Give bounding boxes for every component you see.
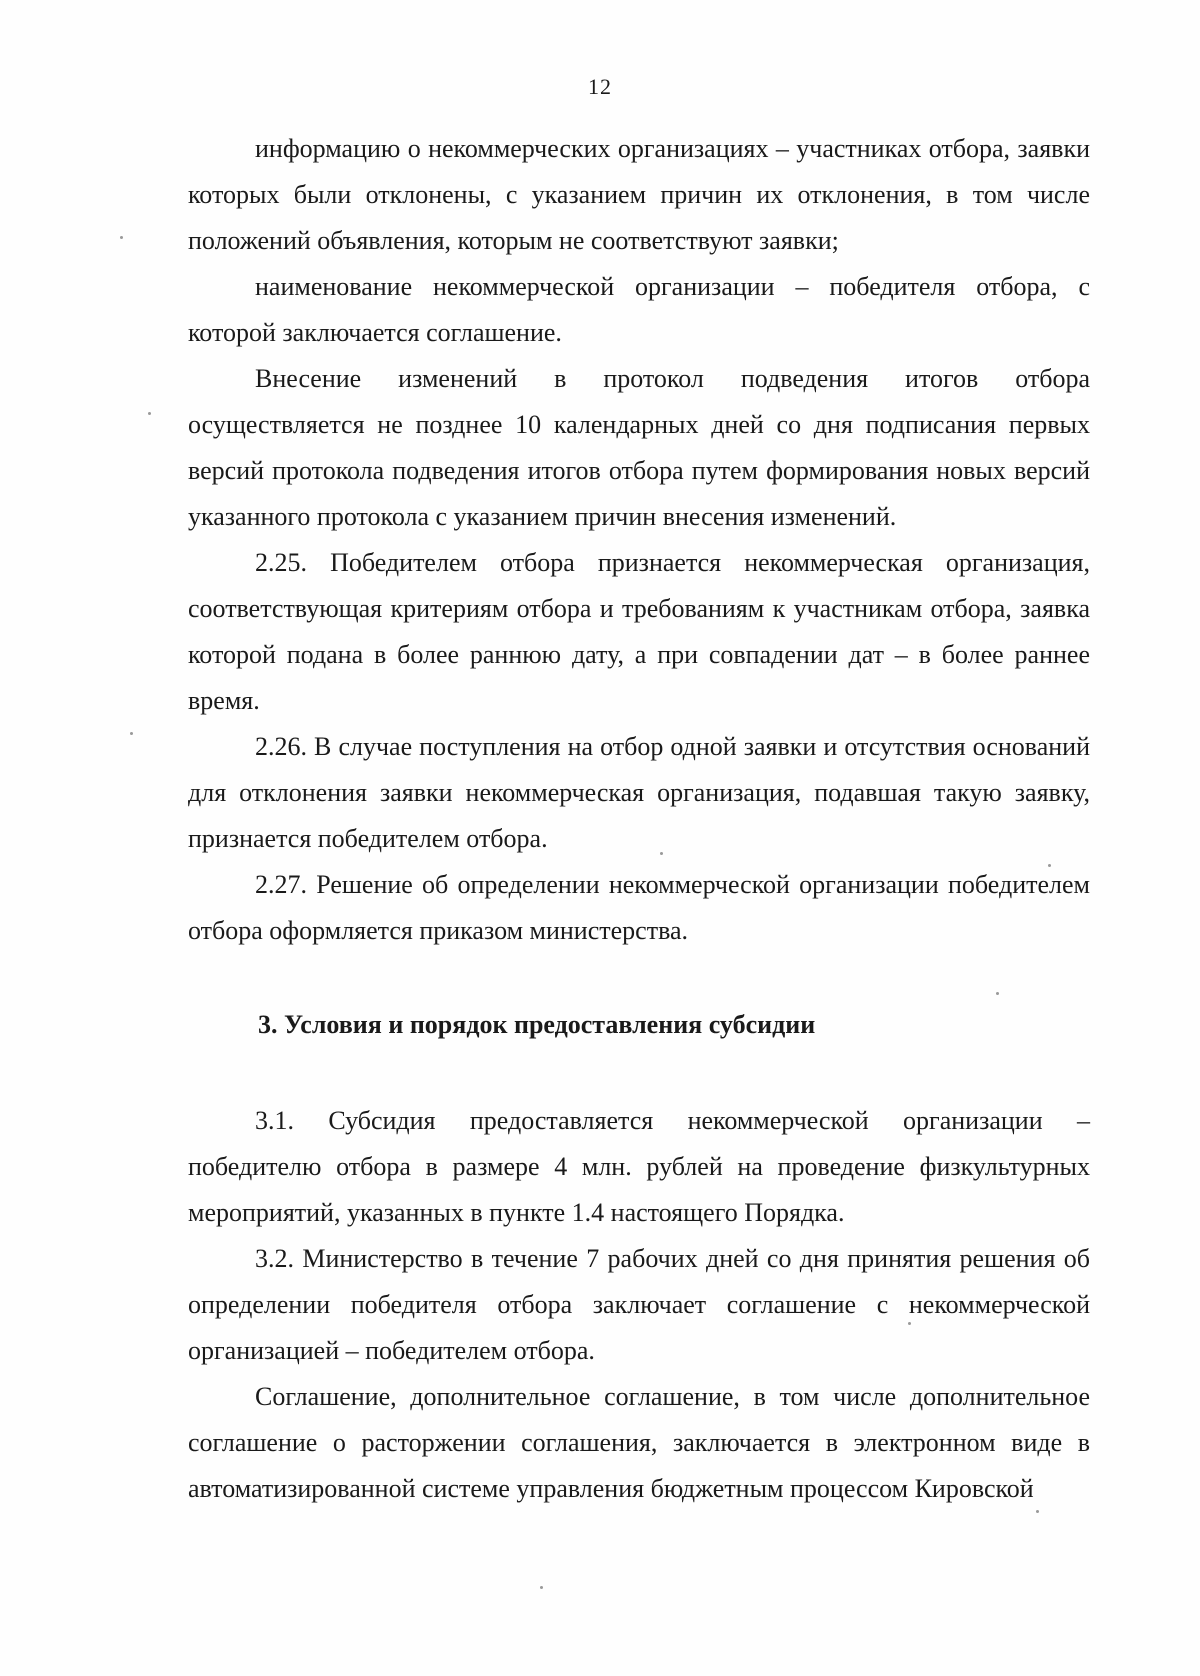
- scan-speck: [148, 412, 151, 415]
- scan-speck: [1048, 864, 1051, 867]
- page-number: 12: [588, 74, 612, 99]
- section-heading: 3. Условия и порядок предоставления субсидии: [258, 1010, 816, 1039]
- scan-speck: [120, 236, 123, 239]
- paragraph-3-2: 3.2. Министерство в течение 7 рабочих дней со дня принятия решения об определении победителя отбора заключает соглашение с некоммерческой организацией – победителем отбора.: [188, 1244, 1090, 1365]
- paragraph-protocol-changes: Внесение изменений в протокол подведения итогов отбора осуществляется не позднее 10 календарных дней со дня подписания первых версий протокола подведения итогов отбора путем формирования новых версий указанного протокола с указанием причин внесения изменений.: [188, 364, 1090, 531]
- scan-speck: [540, 1586, 543, 1589]
- paragraph-2-25: 2.25. Победителем отбора признается некоммерческая организация, соответствующая критериям отбора и требованиям к участникам отбора, заявка которой подана в более раннюю дату, а при совпадении дат – в более раннее время.: [188, 548, 1090, 715]
- scan-speck: [996, 992, 999, 995]
- paragraph-agreement: Соглашение, дополнительное соглашение, в том числе дополнительное соглашение о расторжении соглашения, заключается в электронном виде в автоматизированной системе управления бюджетным процессом Кировской: [188, 1382, 1090, 1503]
- paragraph-3-1: 3.1. Субсидия предоставляется некоммерческой организации – победителю отбора в размере 4 млн. рублей на проведение физкультурных мероприятий, указанных в пункте 1.4 настоящего Порядка.: [188, 1106, 1090, 1227]
- paragraph-winner-name: наименование некоммерческой организации – победителя отбора, с которой заключается соглашение.: [188, 272, 1090, 347]
- scan-speck: [1036, 1510, 1039, 1513]
- paragraph-2-27: 2.27. Решение об определении некоммерческой организации победителем отбора оформляется приказом министерства.: [188, 870, 1090, 945]
- scan-speck: [908, 1322, 911, 1325]
- scan-speck: [130, 732, 133, 735]
- paragraph-2-26: 2.26. В случае поступления на отбор одной заявки и отсутствия оснований для отклонения заявки некоммерческая организация, подавшая такую заявку, признается победителем отбора.: [188, 732, 1090, 853]
- scan-speck: [660, 852, 663, 855]
- paragraph-participants-rejected: информацию о некоммерческих организациях – участниках отбора, заявки которых были отклонены, с указанием причин их отклонения, в том числе положений объявления, которым не соответствуют заявки;: [188, 134, 1090, 255]
- document-body: [188, 126, 1090, 1512]
